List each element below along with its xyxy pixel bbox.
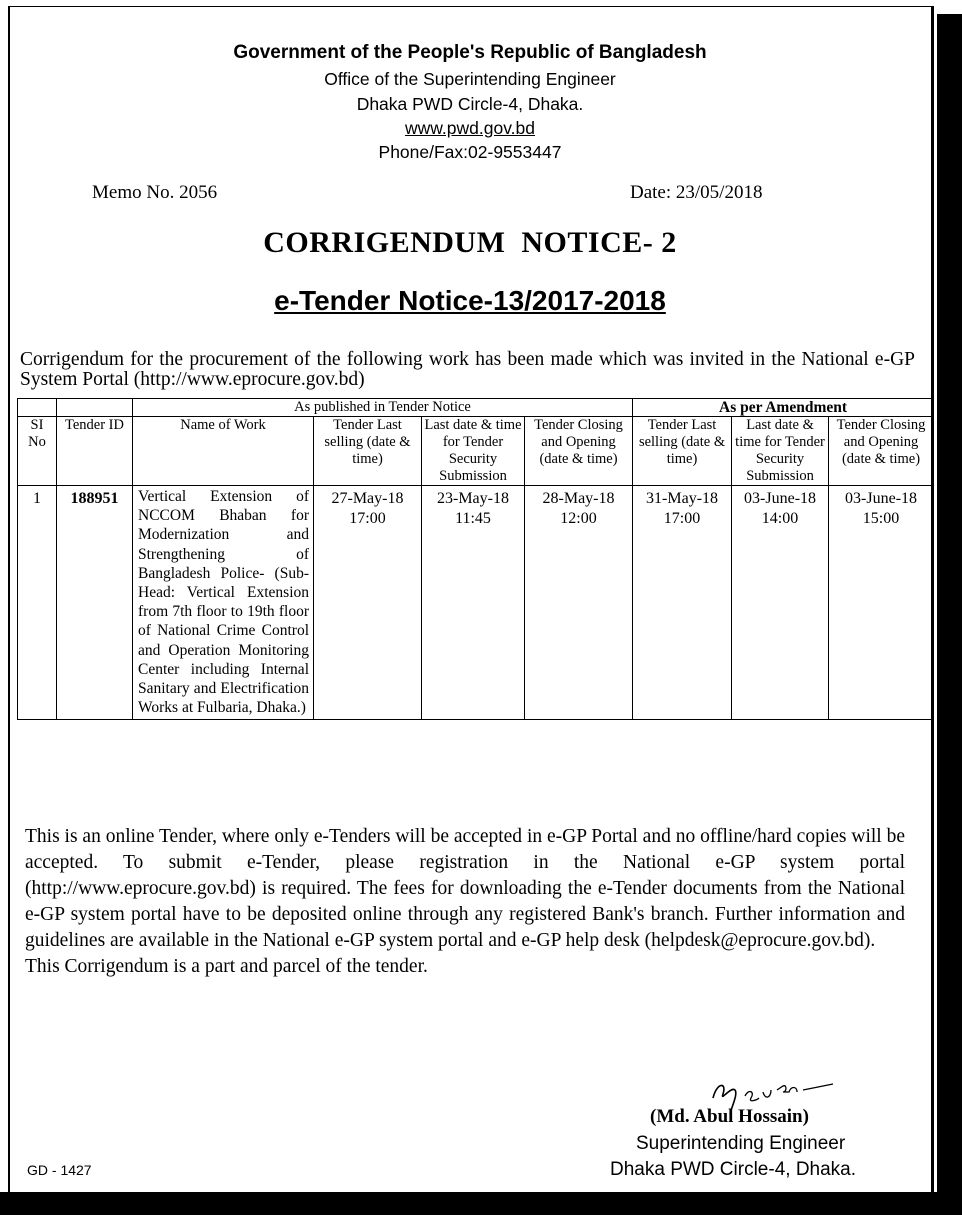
col-header-am-selling: Tender Last selling (date & time): [633, 417, 732, 486]
am-selling-date: 31-May-18: [646, 490, 719, 507]
cell-pub-selling: [314, 486, 422, 720]
scan-edge-bottom: [0, 1192, 962, 1215]
pub-security-date: 23-May-18: [437, 490, 509, 507]
circle-name: Dhaka PWD Circle-4, Dhaka.: [356, 94, 584, 114]
pub-closing-date: 28-May-18: [542, 490, 615, 507]
col-header-tender-id: Tender ID: [57, 417, 133, 486]
cell-sl: 1: [18, 486, 57, 720]
signer-office: Dhaka PWD Circle-4, Dhaka.: [610, 1159, 857, 1180]
cell-tender-id: 188951: [57, 486, 133, 720]
col-header-pub-selling: Tender Last selling (date & time): [314, 417, 422, 486]
col-header-am-security: Last date & time for Tender Security Submission: [732, 417, 829, 486]
website-link-row: [0, 118, 940, 139]
cell-pub-closing: [525, 486, 633, 720]
closing-statement: This Corrigendum is a part and parcel of the tender.: [25, 956, 428, 977]
pub-selling-date: 27-May-18: [331, 490, 404, 507]
tender-table: [17, 398, 934, 720]
government-heading: Government of the People's Republic of Bangladesh: [233, 42, 707, 63]
pub-security-time: 11:45: [455, 509, 491, 527]
am-security-time: 14:00: [761, 509, 799, 527]
table-group-header-row: [18, 399, 934, 417]
col-header-sl: SI No: [18, 417, 57, 486]
col-header-am-closing: Tender Closing and Opening (date & time): [829, 417, 934, 486]
scan-edge-right: [937, 14, 962, 1215]
signer-title: Superintending Engineer: [636, 1133, 846, 1154]
cell-pub-security: [422, 486, 525, 720]
notice-date: Date: 23/05/2018: [630, 182, 763, 203]
pub-closing-time: 12:00: [560, 509, 597, 527]
col-header-pub-closing: Tender Closing and Opening (date & time): [525, 417, 633, 486]
am-security-date: 03-June-18: [744, 490, 817, 507]
intro-paragraph: Corrigendum for the procurement of the following work has been made which was invited in the National e-GP System Portal (http://www.eprocure.gov.bd): [20, 349, 915, 390]
cell-am-closing: [829, 486, 934, 720]
am-closing-date: 03-June-18: [845, 490, 918, 507]
corrigendum-title: CORRIGENDUM NOTICE- 2: [263, 226, 677, 259]
table-column-header-row: [18, 417, 934, 486]
website-link[interactable]: www.pwd.gov.bd: [404, 118, 536, 138]
col-header-name: Name of Work: [133, 417, 314, 486]
empty-header-cell: [18, 399, 57, 417]
footer-code: GD - 1427: [27, 1162, 92, 1178]
pub-selling-time: 17:00: [349, 509, 386, 527]
table-row: [18, 486, 934, 720]
phone-fax: Phone/Fax:02-9553447: [378, 142, 562, 162]
empty-header-cell: [57, 399, 133, 417]
am-closing-time: 15:00: [862, 509, 900, 527]
cell-name-of-work: Vertical Extension of NCCOM Bhaban for Modernization and Strengthening of Bangladesh Police- (Sub-Head: Vertical Extension from 7th floor to 19th floor of National Crime Control and Operation Monitoring Center including Internal Sanitary and Electrification Works at Fulbaria, Dhaka.): [133, 486, 314, 720]
cell-am-security: [732, 486, 829, 720]
instructions-block: [25, 824, 905, 980]
office-name: Office of the Superintending Engineer: [324, 69, 616, 89]
memo-number: Memo No. 2056: [92, 182, 218, 203]
amendment-group-header: As per Amendment: [633, 399, 934, 417]
cell-am-selling: [633, 486, 732, 720]
instructions-paragraph: This is an online Tender, where only e-Tenders will be accepted in e-GP Portal and no offline/hard copies will be accepted. To submit e-Tender, please registration in the National e-GP system portal (http://www.eprocure.gov.bd) is required. The fees for downloading the e-Tender documents from the National e-GP system portal have to be deposited online through any registered Bank's branch. Further information and guidelines are available in the National e-GP system portal and e-GP help desk (helpdesk@eprocure.gov.bd).: [25, 826, 905, 951]
signer-name: (Md. Abul Hossain): [650, 1106, 809, 1127]
published-group-header: As published in Tender Notice: [133, 399, 633, 417]
col-header-pub-security: Last date & time for Tender Security Submission: [422, 417, 525, 486]
etender-title: e-Tender Notice-13/2017-2018: [274, 285, 666, 316]
am-selling-time: 17:00: [663, 509, 701, 527]
